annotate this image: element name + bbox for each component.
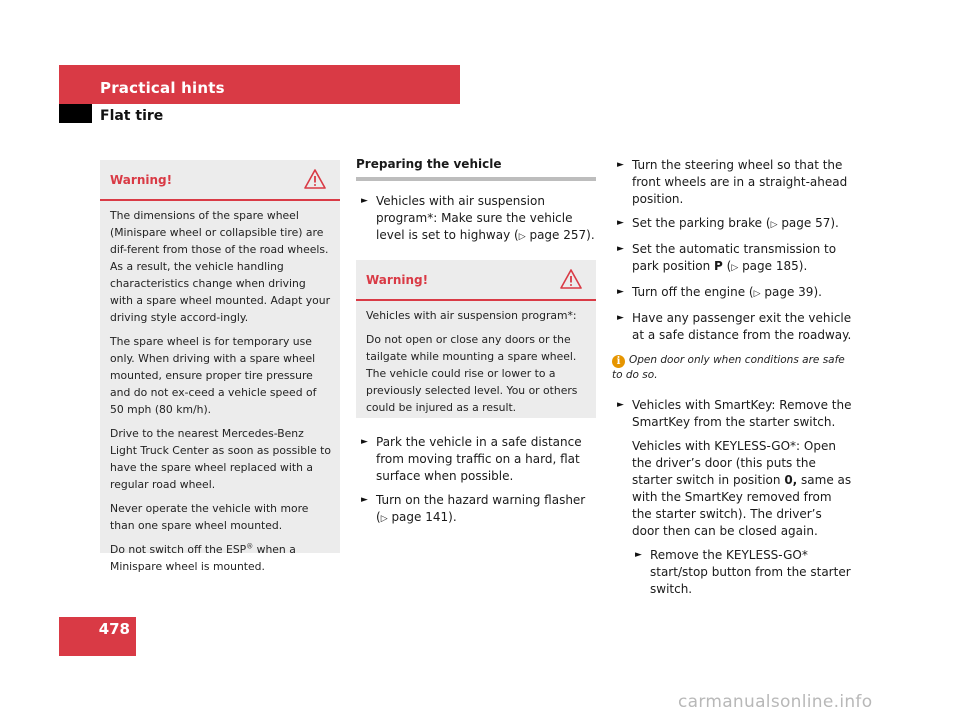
instruction-substep <box>612 547 852 598</box>
page-number-tab <box>59 617 136 656</box>
bullet-arrow-icon: ► <box>617 313 624 323</box>
section-title: Practical hints <box>100 79 225 97</box>
page-reference[interactable]: page 185 <box>742 259 799 273</box>
bullet-arrow-icon: ► <box>617 218 624 228</box>
registered-mark: ® <box>246 542 254 551</box>
gear-position: P <box>714 259 723 273</box>
step-text-end: ). <box>586 228 595 242</box>
step-text: Vehicles with KEYLESS-GO*: Open the driver’s door (this puts the starter switch in position <box>632 439 836 487</box>
page-ref-icon: ▷ <box>380 514 388 524</box>
bullet-arrow-icon: ► <box>361 495 368 505</box>
step-text: Turn the steering wheel so that the front wheels are in a straight-ahead position. <box>632 158 848 206</box>
esp-text-end: when a Minispare wheel is mounted. <box>110 543 296 573</box>
step-text: Vehicles with SmartKey: Remove the SmartKey from the starter switch. <box>632 398 852 429</box>
warning-paragraph: Never operate the vehicle with more than one spare wheel mounted. <box>110 502 309 532</box>
bullet-arrow-icon: ► <box>617 400 624 410</box>
warning-paragraph: The dimensions of the spare wheel (Minispare wheel or collapsible tire) are dif-ferent from those of the road wheels. As a result, the vehicle handling characteristics change when driving with a spare wheel mounted. Adapt your driving style accord-ingly. <box>110 209 331 324</box>
instruction-step <box>356 492 596 528</box>
page-reference[interactable]: page 141 <box>391 510 449 524</box>
warning-body <box>100 201 340 575</box>
warning-header <box>100 160 340 201</box>
section-divider <box>356 177 596 181</box>
page-number: 478 <box>98 620 130 638</box>
instruction-step <box>356 193 596 246</box>
step-text: Turn on the hazard warning flasher ( <box>376 493 586 524</box>
warning-box-air-suspension <box>356 260 596 418</box>
instruction-step <box>356 434 596 485</box>
bullet-arrow-icon: ► <box>617 160 624 170</box>
page-ref-icon: ▷ <box>518 232 526 242</box>
note-text: Open door only when conditions are safe to do so. <box>612 354 845 381</box>
step-text-end: ). <box>813 285 822 299</box>
warning-paragraph: Drive to the nearest Mercedes-Benz Light Truck Center as soon as possible to have the spare wheel replaced with a regular road wheel. <box>110 427 331 491</box>
section-heading: Preparing the vehicle <box>356 157 502 171</box>
step-text: Have any passenger exit the vehicle at a safe distance from the roadway. <box>632 311 852 342</box>
page-ref-icon: ▷ <box>731 263 739 273</box>
step-text-mid: ( <box>722 259 732 273</box>
warning-paragraph: Vehicles with air suspension program*: <box>366 309 577 322</box>
step-text: Remove the KEYLESS-GO* start/stop button from the starter switch. <box>650 548 851 596</box>
esp-text: Do not switch off the ESP <box>110 543 247 556</box>
instruction-step <box>612 397 852 431</box>
instruction-step <box>612 241 852 277</box>
instruction-step <box>612 157 852 208</box>
page-reference[interactable]: page 257 <box>529 228 587 242</box>
instruction-step <box>612 215 852 234</box>
info-icon: i <box>612 355 625 368</box>
header-bar <box>59 65 460 104</box>
keyless-go-text <box>612 438 852 540</box>
warning-box-spare-wheel <box>100 160 340 573</box>
middle-column <box>356 157 596 528</box>
warning-title: Warning! <box>110 173 173 187</box>
info-note <box>612 353 852 383</box>
warning-paragraph: Do not open or close any doors or the tailgate while mounting a spare wheel. The vehicle could rise or lower to a previously selected level. You or others could be injured as a result. <box>366 333 578 414</box>
step-text: Turn off the engine ( <box>632 285 754 299</box>
instruction-step <box>612 310 852 344</box>
bullet-arrow-icon: ► <box>617 244 624 254</box>
bullet-arrow-icon: ► <box>361 437 368 447</box>
warning-title: Warning! <box>366 273 429 287</box>
warning-triangle-icon <box>304 169 326 189</box>
warning-paragraph: The spare wheel is for temporary use only. When driving with a spare wheel mounted, ensure proper tire pressure and do not ex-ceed a vehicle speed of 50 mph (80 km/h). <box>110 335 317 416</box>
step-text: Set the parking brake ( <box>632 216 771 230</box>
step-text-end: ). <box>830 216 839 230</box>
watermark: carmanualsonline.info <box>678 692 873 712</box>
page-ref-icon: ▷ <box>770 220 778 230</box>
right-column <box>612 157 852 598</box>
step-text: Vehicles with air suspension program*: Make sure the vehicle level is set to highway ( <box>376 194 573 242</box>
page-title: Flat tire <box>100 108 164 124</box>
switch-position: 0, <box>784 473 798 487</box>
page-reference[interactable]: page 57 <box>781 216 831 230</box>
instruction-step <box>612 284 852 303</box>
page-ref-icon: ▷ <box>753 289 761 299</box>
step-text-end: ). <box>798 259 808 273</box>
step-text-end: ). <box>448 510 457 524</box>
step-text: Park the vehicle in a safe distance from moving traffic on a hard, flat surface when possible. <box>376 435 582 483</box>
warning-header <box>356 260 596 301</box>
bullet-arrow-icon: ► <box>361 196 368 206</box>
black-tab <box>59 104 92 123</box>
warning-paragraph-esp <box>110 541 332 575</box>
warning-triangle-icon <box>560 269 582 289</box>
page-reference[interactable]: page 39 <box>764 285 814 299</box>
bullet-arrow-icon: ► <box>635 550 642 560</box>
step-text-end: same as with the SmartKey removed from the starter switch). The driver’s door then can be closed again. <box>632 473 852 538</box>
warning-body <box>356 301 596 416</box>
step-text: Set the automatic transmission to park position <box>632 242 837 273</box>
bullet-arrow-icon: ► <box>617 287 624 297</box>
